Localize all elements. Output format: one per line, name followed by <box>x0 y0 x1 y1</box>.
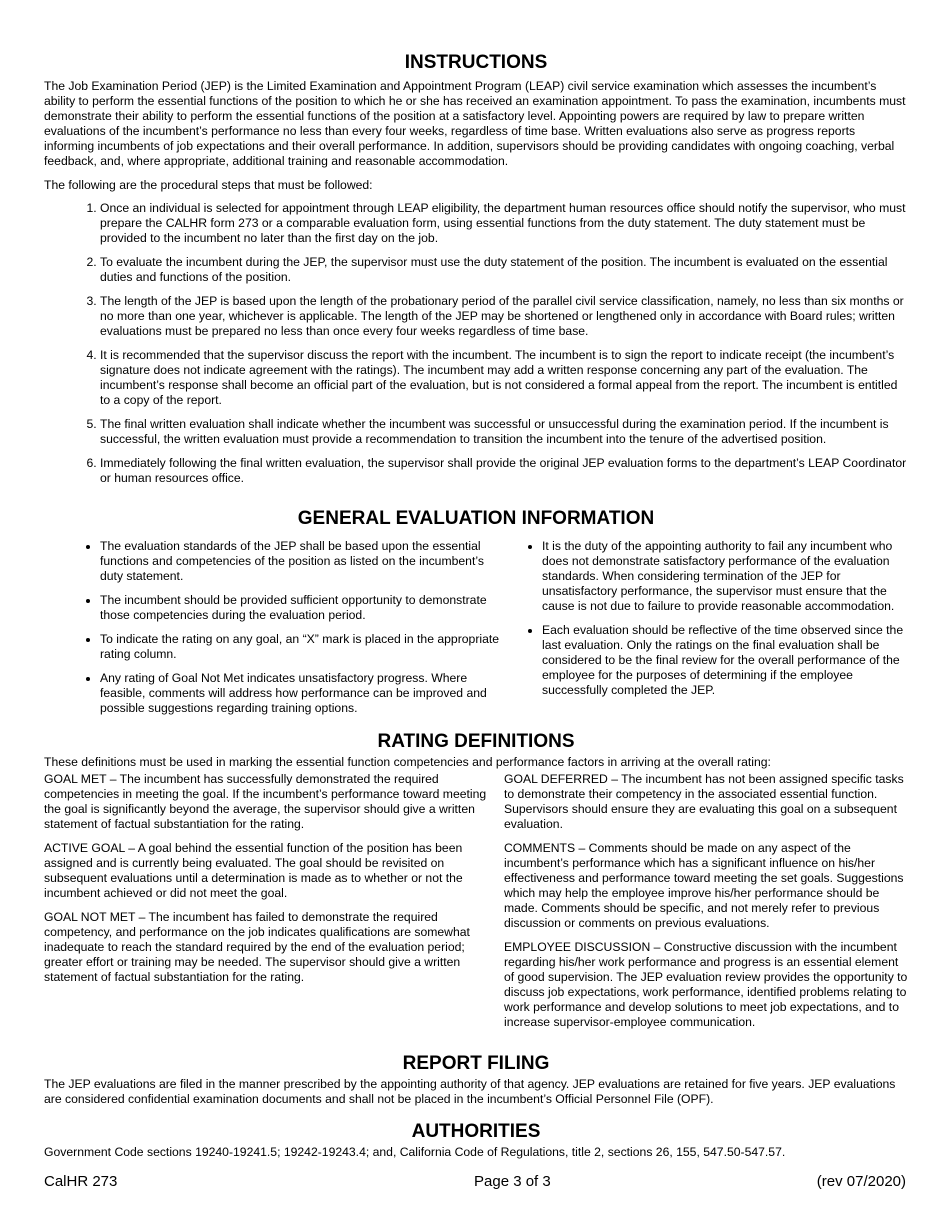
instructions-title: INSTRUCTIONS <box>404 52 548 73</box>
general-left-column <box>44 539 504 725</box>
procedural-step: 6. Immediately following the final written evaluation, the supervisor shall provide the original JEP evaluation forms to the department’s LEAP Coordinator or human resources office. <box>100 456 908 486</box>
general-bullet: • It is the duty of the appointing authority to fail any incumbent who does not demonstrate satisfactory performance of the evaluation standards. When considering termination of the JEP for unsatisfactory performance, the supervisor must ensure that the cause is not due to failure to provide reasonable accommodation. <box>542 539 908 614</box>
rating-definition: EMPLOYEE DISCUSSION – Constructive discussion with the incumbent regarding his/her work performance and progress is an essential element of good supervision. The JEP evaluation review provides the opportunity to discuss job expectations, work performance, identified problems relating to work performance and develop solutions to meet job expectations, and to increase supervisor-employee communication. <box>504 940 908 1029</box>
rating-definition: GOAL DEFERRED – The incumbent has not been assigned specific tasks to demonstrate their competency in the associated essential function. Supervisors should ensure they are evaluating this goal on a subsequent evaluation. <box>504 772 904 831</box>
general-bullet: • Any rating of Goal Not Met indicates unsatisfactory progress. Where feasible, comments will address how performance can be improved and possible suggestions regarding training options. <box>100 671 504 716</box>
rating-definition: GOAL NOT MET – The incumbent has failed to demonstrate the required competency, and performance on the job indicates qualifications are somewhat inadequate to reach the standard required by the end of the evaluation period; greater effort or training may be needed. The supervisor should give a written statement of factual substantiation for the rating. <box>44 910 470 984</box>
authorities-text: Government Code sections 19240-19241.5; 19242-19243.4; and, California Code of Regulations, title 2, sections 26, 155, 547.50-547.57. <box>44 1145 786 1159</box>
page-footer <box>44 1173 906 1191</box>
procedural-step: 5. The final written evaluation shall indicate whether the incumbent was successful or unsuccessful during the examination period. If the incumbent is successful, the written evaluation must provide a recommendation to transition the incumbent into the tenure of the advertised position. <box>100 417 908 447</box>
page-number: Page 3 of 3 <box>474 1173 551 1190</box>
rating-definition: COMMENTS – Comments should be made on any aspect of the incumbent’s performance which has a significant influence on his/her effectiveness and performance toward meeting the set goals. Suggestions which may help the employee improve his/her performance should be made. Comments should be specific, and not merely refer to previous discussion or comments on previous evaluations. <box>504 841 904 930</box>
authorities-title: AUTHORITIES <box>411 1121 541 1142</box>
procedural-step: 2. To evaluate the incumbent during the JEP, the supervisor must use the duty statement of the position. The incumbent is evaluated on the essential duties and functions of the position. <box>100 255 908 285</box>
procedural-steps-list <box>44 201 908 486</box>
document-page <box>44 52 908 1160</box>
procedural-step: 4. It is recommended that the supervisor discuss the report with the incumbent. The incumbent is to sign the report to indicate receipt (the incumbent’s signature does not indicate agreement with the ratings). The incumbent may add a written response concerning any part of the evaluation. The incumbent’s response shall become an official part of the evaluation, but is not considered a formal appeal from the report. The incumbent is entitled to a copy of the report. <box>100 348 908 408</box>
rating-right-column <box>504 772 908 1039</box>
rating-definition: ACTIVE GOAL – A goal behind the essential function of the position has been assigned and is currently being evaluated. The goal should be revisited on subsequent evaluations until a determination is made as to whether or not the incumbent achieved or did not meet the goal. <box>44 841 463 900</box>
procedural-step: 3. The length of the JEP is based upon the length of the probationary period of the parallel civil service classification, namely, no less than six months or no more than one year, whichever is applicable. The length of the JEP may be shortened or lengthened only in accordance with Board rules; written evaluations must be prepared no less than once every four weeks regardless of time base. <box>100 294 908 339</box>
general-bullet: • The evaluation standards of the JEP shall be based upon the essential functions and competencies of the position as listed on the incumbent’s duty statement. <box>100 539 504 584</box>
rating-definitions-title: RATING DEFINITIONS <box>377 731 575 752</box>
procedural-step: 1. Once an individual is selected for appointment through LEAP eligibility, the department human resources office should notify the supervisor, who must prepare the CALHR form 273 or a comparable evaluation form, using essential functions from the duty statement. The duty statement must be provided to the incumbent no later than the first day on the job. <box>100 201 908 246</box>
form-number: CalHR 273 <box>44 1173 118 1190</box>
general-right-column <box>504 539 908 725</box>
rating-definitions-subtitle: These definitions must be used in marking the essential function competencies and performance factors in arriving at the overall rating: <box>44 755 771 769</box>
rating-definition: GOAL MET – The incumbent has successfully demonstrated the required competencies in meeting the goal. If the incumbent’s performance toward meeting the goal is significantly beyond the average, the supervisor should give a written statement of factual substantiation for the rating. <box>44 772 487 831</box>
instructions-intro: The Job Examination Period (JEP) is the Limited Examination and Appointment Program (LEAP) civil service examination which assesses the incumbent’s ability to perform the essential functions of the position to which he or she has received an examination appointment. To pass the examination, incumbents must demonstrate their ability to perform the essential functions of the position at a satisfactory level. Appointing powers are required by law to prepare written evaluations of the incumbent’s performance no less than every four weeks, regardless of time base. Written evaluations also serve as progress reports informing incumbents of job expectations and their overall performance. In addition, supervisors should be providing candidates with ongoing coaching, verbal feedback, and, where appropriate, additional training and reasonable accommodation. <box>44 79 906 168</box>
general-evaluation-columns <box>44 539 908 725</box>
rating-left-column <box>44 772 496 1039</box>
revision-date: (rev 07/2020) <box>816 1173 906 1190</box>
general-bullet: • Each evaluation should be reflective of the time observed since the last evaluation. Only the ratings on the final evaluation shall be considered to be the final review for the overall performance of the employee for the purposes of determining if the employee successfully completed the JEP. <box>542 623 908 698</box>
report-filing-title: REPORT FILING <box>402 1053 550 1074</box>
rating-definitions-columns <box>44 772 908 1039</box>
general-bullet: • To indicate the rating on any goal, an “X” mark is placed in the appropriate rating column. <box>100 632 504 662</box>
general-evaluation-title: GENERAL EVALUATION INFORMATION <box>297 508 655 529</box>
report-filing-text: The JEP evaluations are filed in the manner prescribed by the appointing authority of that agency. JEP evaluations are retained for five years. JEP evaluations are considered confidential examination documents and shall not be placed in the incumbent’s Official Personnel File (OPF). <box>44 1077 896 1106</box>
instructions-lead: The following are the procedural steps that must be followed: <box>44 178 373 192</box>
general-bullet: • The incumbent should be provided sufficient opportunity to demonstrate those competencies during the evaluation period. <box>100 593 504 623</box>
